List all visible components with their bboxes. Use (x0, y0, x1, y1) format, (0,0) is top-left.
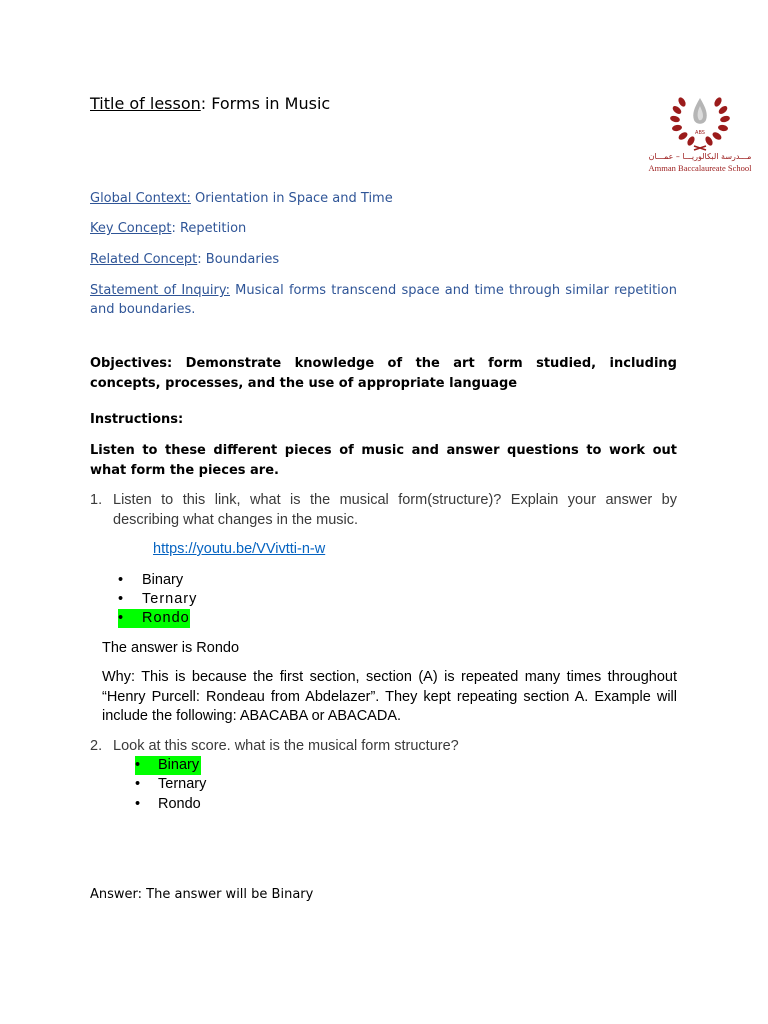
question-1-number: 1. (90, 492, 103, 508)
question-1-text: Listen to this link, what is the musical form(structure)? Explain your answer by describing what changes in the music. (113, 492, 677, 528)
title-value: : Forms in Music (200, 94, 331, 113)
logo-arabic-name: مـــدرسة البكالوريـــا – عمـــان (648, 152, 752, 161)
bullet-icon: • (135, 776, 141, 792)
global-context-label: Global Context: (90, 191, 191, 206)
option-label: Rondo (142, 610, 190, 626)
instructions-text: Listen to these different pieces of music and answer questions to work out what form the pieces are. (90, 443, 677, 478)
option-label: Ternary (158, 776, 207, 792)
bullet-icon: • (135, 796, 141, 812)
logo-english-name: Amman Baccalaureate School (648, 163, 752, 173)
inquiry-label: Statement of Inquiry: (90, 283, 230, 298)
bullet-icon: • (118, 572, 124, 588)
global-context-value: Orientation in Space and Time (190, 191, 393, 206)
question-1-answer: The answer is Rondo (102, 640, 240, 656)
key-concept (90, 219, 677, 238)
question-1-explanation: Why: This is because the first section, section (A) is repeated many times throughout “Henry Purcell: Rondeau from Abdelazer”. They kept repeating section A. Example will include the following: ABACABA or ABACADA. (102, 669, 677, 724)
related-concept-label: Related Concept (90, 252, 198, 267)
instructions-heading: Instructions: (90, 412, 184, 427)
school-logo (648, 90, 752, 176)
statement-of-inquiry (90, 281, 677, 319)
key-concept-value: : Repetition (171, 221, 247, 236)
inquiry-value: Musical forms transcend space and time through similar repetition and boundaries. (90, 283, 677, 317)
objectives: Objectives: Demonstrate knowledge of the art form studied, including concepts, processes, and the use of appropriate language (90, 356, 677, 391)
option-label: Rondo (158, 796, 201, 812)
global-context (90, 189, 677, 208)
option-label: Binary (158, 757, 200, 773)
youtube-link[interactable]: https://youtu.be/VVivtti-n-w (153, 541, 326, 557)
q2-option-binary-highlighted (135, 756, 201, 775)
final-answer: Answer: The answer will be Binary (90, 887, 314, 902)
option-label: Ternary (142, 591, 198, 607)
bullet-icon: • (118, 610, 125, 626)
key-concept-label: Key Concept (90, 221, 172, 236)
related-concept (90, 250, 677, 269)
bullet-icon: • (135, 757, 141, 773)
laurel-wreath-icon (648, 90, 752, 152)
question-2-text: Look at this score. what is the musical form structure? (113, 738, 459, 754)
q1-option-rondo-highlighted (118, 609, 190, 628)
title-label: Title of lesson (90, 94, 201, 113)
question-2-number: 2. (90, 738, 103, 754)
lesson-title (90, 94, 330, 113)
option-label: Binary (142, 572, 184, 588)
logo-badge: ABS (695, 130, 705, 136)
bullet-icon: • (118, 591, 125, 607)
related-concept-value: : Boundaries (197, 252, 280, 267)
